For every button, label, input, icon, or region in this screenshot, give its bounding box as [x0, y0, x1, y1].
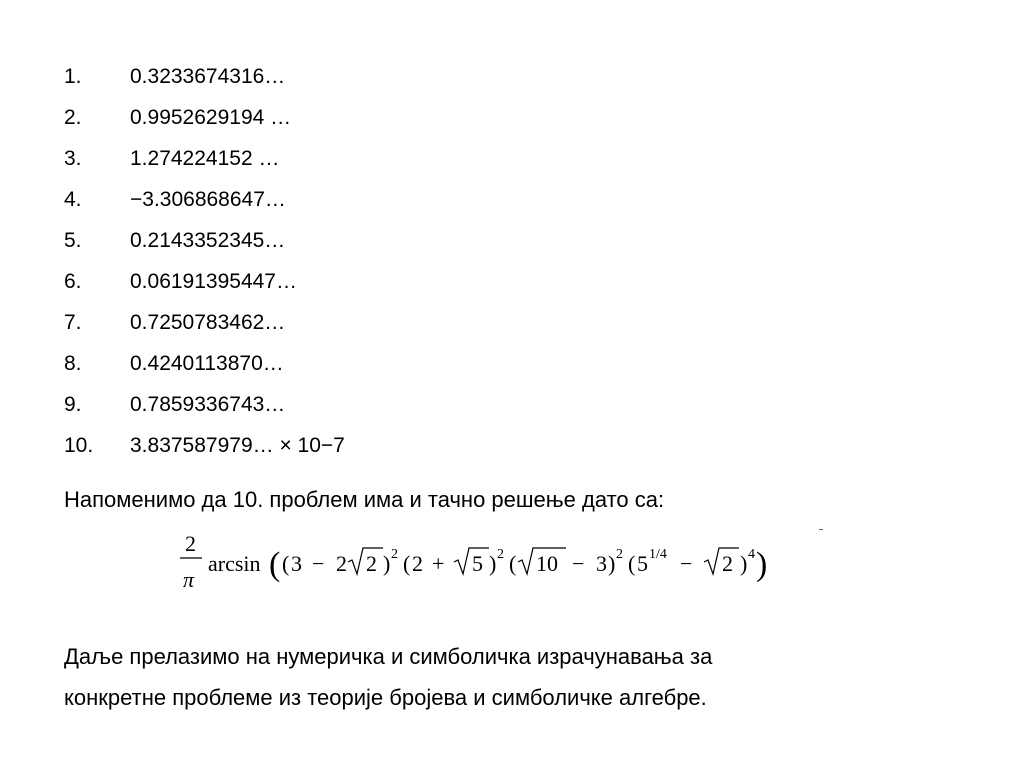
item-value: −3.306868647… [130, 188, 286, 211]
item-number: 6. [64, 270, 82, 293]
exponent-two: 2 [497, 547, 504, 562]
item-number: 7. [64, 311, 82, 334]
list-item [64, 56, 345, 97]
paren: ) [383, 551, 391, 576]
paren: ( [403, 551, 411, 576]
paren: ( [628, 551, 636, 576]
item-value: 0.06191395447… [130, 270, 297, 293]
item-number: 8. [64, 352, 82, 375]
fraction-denominator: π [183, 567, 195, 592]
list-item [64, 97, 345, 138]
exact-solution-note: Напоменимо да 10. проблем има и тачно решење дато са: [64, 487, 665, 512]
term-two: 2 [412, 551, 423, 576]
list-item [64, 384, 345, 425]
radicand-ten: 10 [536, 551, 558, 576]
closing-line-1: Даље прелазимо на нумеричка и симболичка израчунавања за [64, 644, 713, 669]
item-value: 0.3233674316… [130, 65, 286, 88]
base-five: 5 [637, 551, 648, 576]
closing-paragraph [64, 636, 712, 718]
item-value: 0.7250783462… [130, 311, 286, 334]
list-item [64, 302, 345, 343]
list-item [64, 261, 345, 302]
list-item [64, 179, 345, 220]
item-number: 1. [64, 65, 82, 88]
item-number: 5. [64, 229, 82, 252]
minus-sign: − [572, 551, 585, 576]
list-item [64, 138, 345, 179]
exponent-quarter: 1/4 [649, 547, 667, 562]
item-number: 2. [64, 106, 82, 129]
item-value: 1.274224152 … [130, 147, 280, 170]
item-number: 9. [64, 393, 82, 416]
term-three: 3 [291, 551, 302, 576]
item-value: 0.9952629194 … [130, 106, 292, 129]
exact-solution-formula [178, 529, 838, 601]
item-number: 3. [64, 147, 82, 170]
minus-sign: − [312, 551, 325, 576]
big-right-paren: ) [756, 546, 768, 583]
item-number: 4. [64, 188, 82, 211]
exponent-two: 2 [616, 547, 623, 562]
paren: ( [509, 551, 517, 576]
paren: ) [608, 551, 616, 576]
formula-svg [178, 529, 838, 601]
radicand-two: 2 [722, 551, 733, 576]
minus-sign: − [680, 551, 693, 576]
exponent-two: 2 [391, 547, 398, 562]
item-number: 10. [64, 434, 94, 457]
item-value: 0.4240113870… [130, 352, 284, 375]
plus-sign: + [432, 551, 445, 576]
item-value: 3.837587979… × 10−7 [130, 434, 345, 457]
list-item [64, 220, 345, 261]
item-value: 0.7859336743… [130, 393, 286, 416]
paren: ( [282, 551, 290, 576]
arcsin-function: arcsin [208, 551, 261, 576]
radicand-five: 5 [472, 551, 483, 576]
results-list [64, 56, 345, 466]
fraction-numerator: 2 [185, 531, 196, 556]
paren: ) [740, 551, 748, 576]
exponent-four: 4 [748, 547, 755, 562]
big-left-paren: ( [269, 546, 281, 583]
closing-line-2: конкретне проблеме из теорије бројева и симболичке алгебре. [64, 685, 707, 710]
list-item [64, 425, 345, 466]
term-two: 2 [336, 551, 347, 576]
term-three: 3 [596, 551, 607, 576]
radicand-two: 2 [366, 551, 377, 576]
list-item [64, 343, 345, 384]
item-value: 0.2143352345… [130, 229, 286, 252]
paren: ) [489, 551, 497, 576]
